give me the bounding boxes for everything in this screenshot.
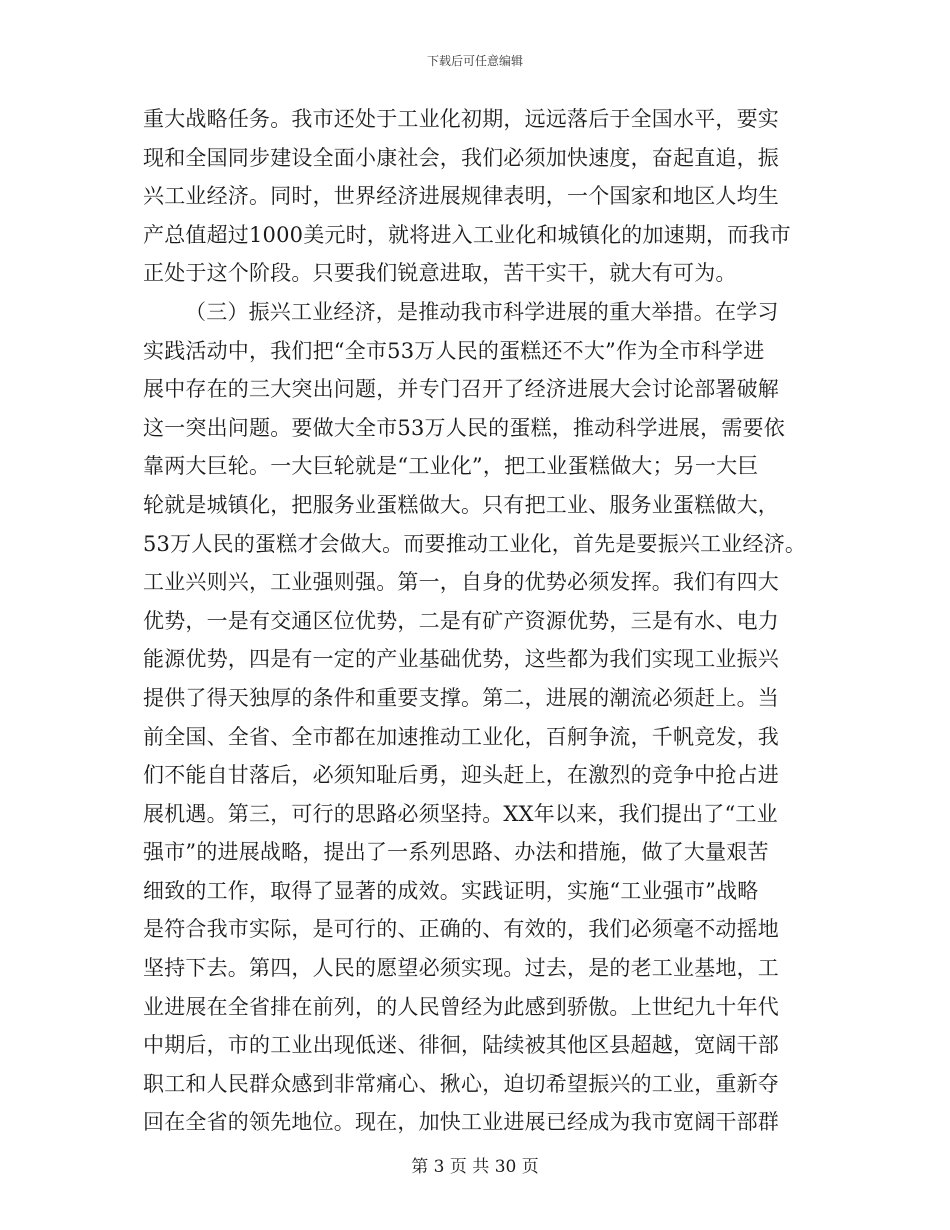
- text-line: 细致的工作，取得了显著的成效。实践证明，实施“工业强市”战略: [143, 878, 759, 903]
- text-line: 中期后，市的工业出现低迷、徘徊，陆续被其他区县超越，宽阔干部: [143, 1033, 779, 1058]
- text-line: 展机遇。第三，可行的思路必须坚持。XX年以来，我们提出了“工业: [143, 801, 778, 826]
- text-line: 优势，一是有交通区位优势，二是有矿产资源优势，三是有水、电力: [143, 608, 779, 633]
- text-line: 这一突出问题。要做大全市53万人民的蛋糕，推动科学进展，需要依: [143, 415, 785, 440]
- text-line: 强市”的进展战略，提出了一系列思路、办法和措施，做了大量艰苦: [143, 840, 769, 865]
- text-line: 工业兴则兴，工业强则强。第一，自身的优势必须发挥。我们有四大: [143, 570, 779, 595]
- text-line: 业进展在全省排在前列，的人民曾经为此感到骄傲。上世纪九十年代: [143, 994, 779, 1019]
- text-line: 们不能自甘落后，必须知耻后勇，迎头赶上，在激烈的竞争中抢占进: [143, 763, 779, 788]
- text-line: 53万人民的蛋糕才会做大。而要推动工业化，首先是要振兴工业经济。: [143, 531, 807, 556]
- text-line: 坚持下去。第四，人民的愿望必须实现。过去，是的老工业基地，工: [143, 956, 779, 981]
- page-header: 下载后可任意编辑: [426, 54, 523, 68]
- page-number-footer: 第 3 页 共 30 页: [411, 1157, 539, 1177]
- text-line: 展中存在的三大突出问题，并专门召开了经济进展大会讨论部署破解: [143, 377, 779, 402]
- text-line: 轮就是城镇化，把服务业蛋糕做大。只有把工业、服务业蛋糕做大，: [143, 492, 779, 517]
- text-line: 前全国、全省、全市都在加速推动工业化，百舸争流，千帆竞发，我: [143, 724, 779, 749]
- text-line: 职工和人民群众感到非常痛心、揪心，迫切希望振兴的工业，重新夺: [143, 1071, 779, 1096]
- text-line: 能源优势，四是有一定的产业基础优势，这些都为我们实现工业振兴: [143, 647, 779, 672]
- text-line: 靠两大巨轮。一大巨轮就是“工业化”，把工业蛋糕做大；另一大巨: [143, 454, 759, 479]
- text-line: 是符合我市实际，是可行的、正确的、有效的，我们必须毫不动摇地: [143, 917, 779, 942]
- document-body: [143, 100, 815, 1142]
- text-line: 实践活动中，我们把“全市53万人民的蛋糕还不大”作为全市科学进: [143, 338, 765, 363]
- text-line: 回在全省的领先地位。现在，加快工业进展已经成为我市宽阔干部群: [143, 1110, 779, 1135]
- text-line: 现和全国同步建设全面小康社会，我们必须加快速度，奋起直追，振: [143, 145, 779, 170]
- paragraph-start-line: （三）振兴工业经济，是推动我市科学进展的重大举措。在学习: [185, 299, 779, 324]
- text-line: 产总值超过1000美元时，就将进入工业化和城镇化的加速期，而我市: [143, 222, 791, 247]
- text-line: 正处于这个阶段。只要我们锐意进取，苦干实干，就大有可为。: [143, 261, 737, 286]
- text-line: 提供了得天独厚的条件和重要支撑。第二，进展的潮流必须赶上。当: [143, 685, 779, 710]
- text-line: 兴工业经济。同时，世界经济进展规律表明，一个国家和地区人均生: [143, 184, 779, 209]
- text-line: 重大战略任务。我市还处于工业化初期，远远落后于全国水平，要实: [143, 107, 779, 131]
